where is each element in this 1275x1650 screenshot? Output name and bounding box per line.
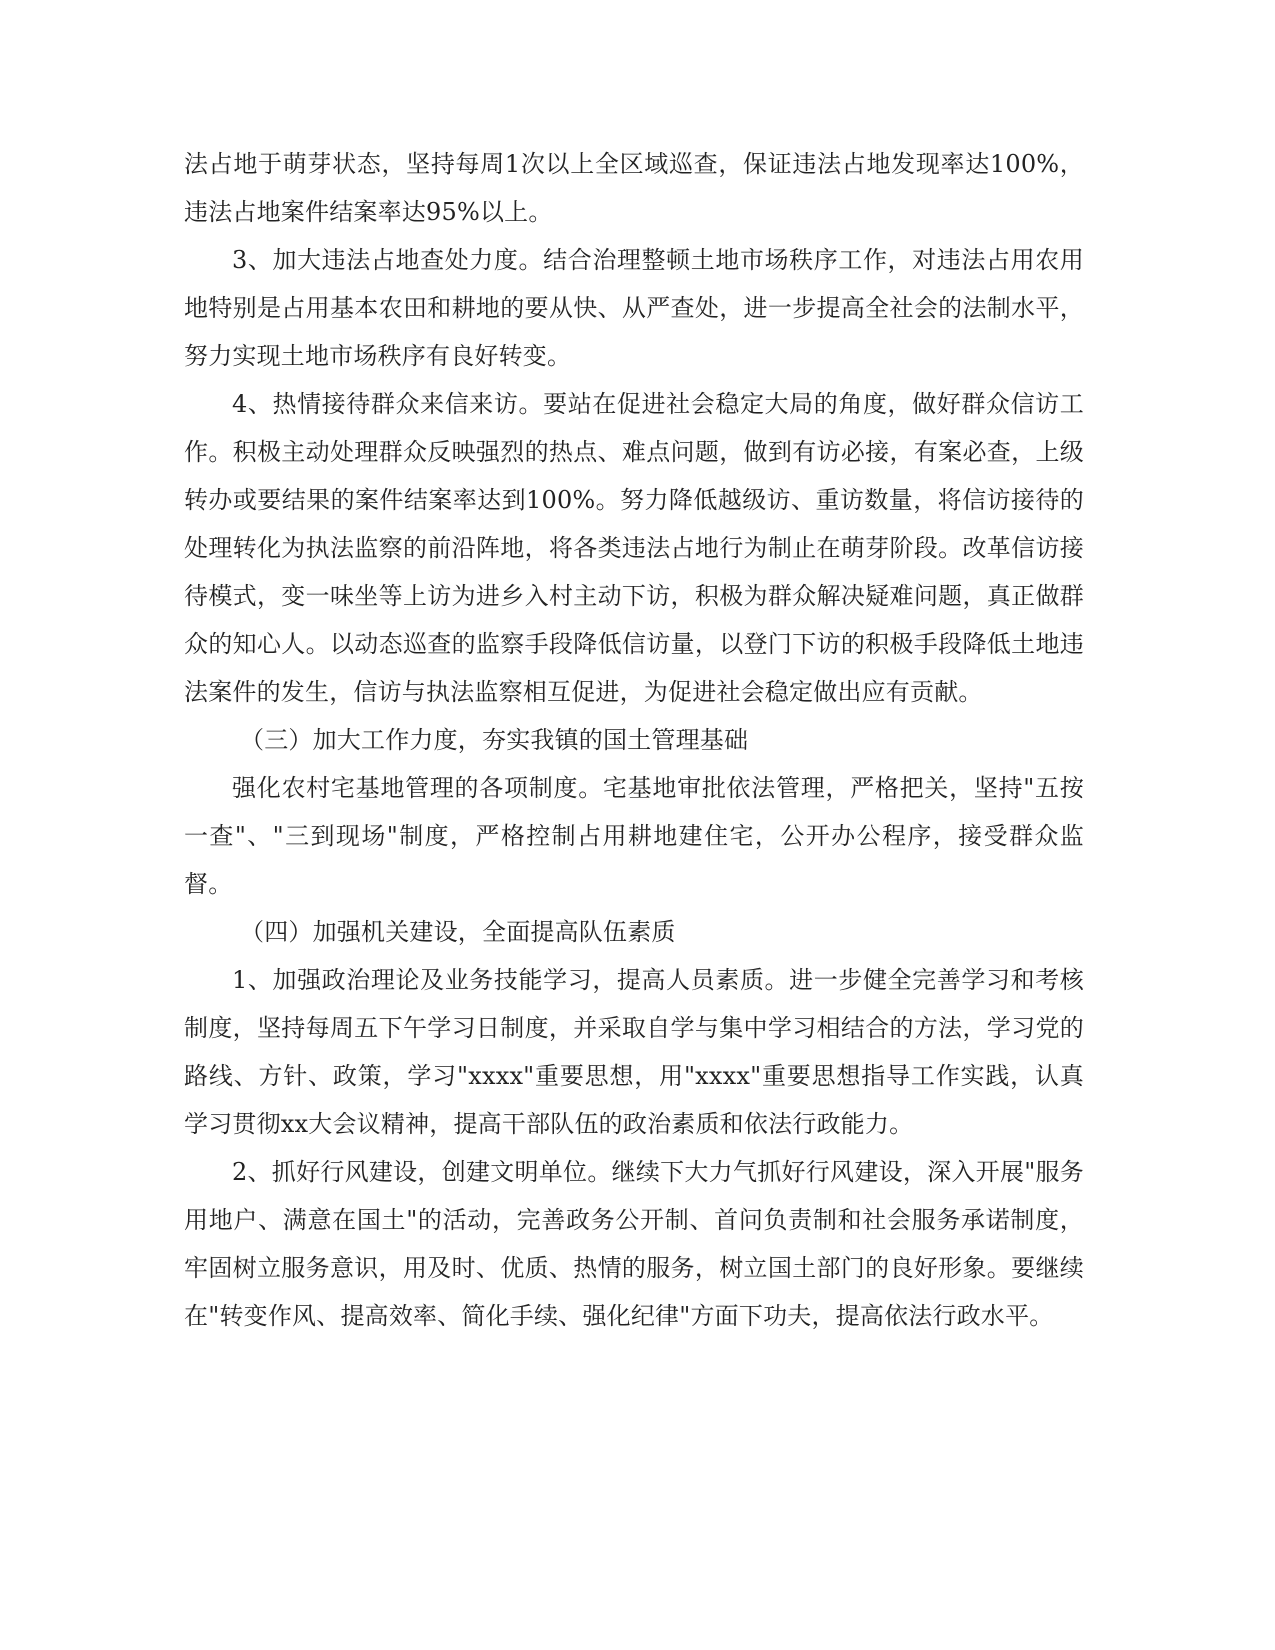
paragraph-study: 1、加强政治理论及业务技能学习，提高人员素质。进一步健全完善学习和考核制度，坚持每周五下午学习日制度，并采取自学与集中学习相结合的方法，学习党的路线、方针、政策，学习"xxxx"重要思想，用"xxxx"重要思想指导工作实践，认真学习贯彻xx大会议精神，提高干部队伍的政治素质和依法行政能力。 bbox=[184, 966, 1084, 1138]
paragraph-continued: 法占地于萌芽状态，坚持每周1次以上全区域巡查，保证违法占地发现率达100%，违法占地案件结案率达95%以上。 bbox=[184, 150, 1084, 226]
document-body bbox=[184, 140, 1084, 1340]
paragraph-homestead: 强化农村宅基地管理的各项制度。宅基地审批依法管理，严格把关，坚持"五按一查"、"三到现场"制度，严格控制占用耕地建住宅，公开办公程序，接受群众监督。 bbox=[184, 774, 1084, 898]
section-heading-4: （四）加强机关建设，全面提高队伍素质 bbox=[240, 918, 676, 946]
paragraph-item-3: 3、加大违法占地查处力度。结合治理整顿土地市场秩序工作，对违法占用农用地特别是占用基本农田和耕地的要从快、从严查处，进一步提高全社会的法制水平，努力实现土地市场秩序有良好转变。 bbox=[184, 246, 1084, 370]
section-heading-3: （三）加大工作力度，夯实我镇的国土管理基础 bbox=[240, 726, 749, 754]
paragraph-item-4: 4、热情接待群众来信来访。要站在促进社会稳定大局的角度，做好群众信访工作。积极主动处理群众反映强烈的热点、难点问题，做到有访必接，有案必查，上级转办或要结果的案件结案率达到100%。努力降低越级访、重访数量，将信访接待的处理转化为执法监察的前沿阵地，将各类违法占地行为制止在萌芽阶段。改革信访接待模式，变一味坐等上访为进乡入村主动下访，积极为群众解决疑难问题，真正做群众的知心人。以动态巡查的监察手段降低信访量，以登门下访的积极手段降低土地违法案件的发生，信访与执法监察相互促进，为促进社会稳定做出应有贡献。 bbox=[184, 390, 1084, 706]
paragraph-conduct: 2、抓好行风建设，创建文明单位。继续下大力气抓好行风建设，深入开展"服务用地户、满意在国土"的活动，完善政务公开制、首问负责制和社会服务承诺制度，牢固树立服务意识，用及时、优质、热情的服务，树立国土部门的良好形象。要继续在"转变作风、提高效率、简化手续、强化纪律"方面下功夫，提高依法行政水平。 bbox=[184, 1158, 1084, 1330]
